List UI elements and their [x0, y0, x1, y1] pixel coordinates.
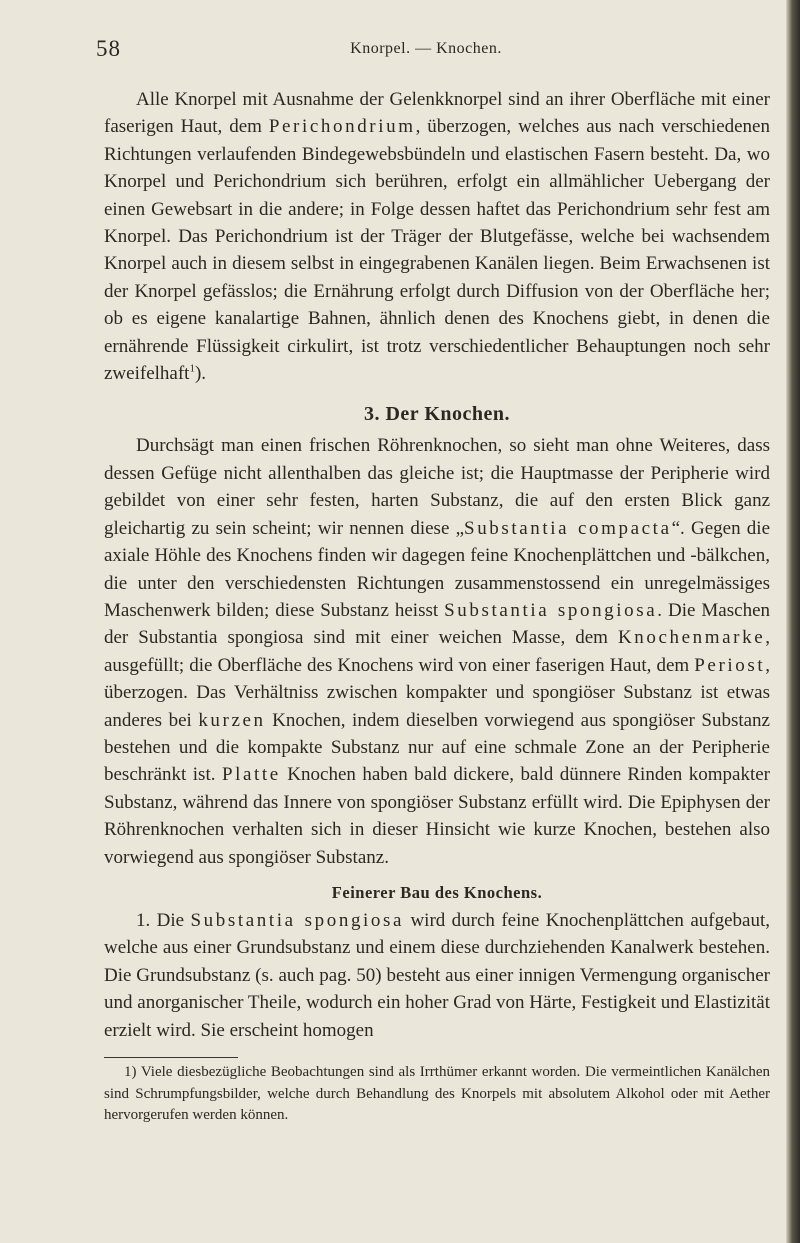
paragraph-perichondrium: Alle Knorpel mit Ausnahme der Gelenkknorpel sind an ihrer Oberfläche mit einer faserigen Haut, dem Perichondrium, überzogen, welches aus nach verschiedenen Richtungen verlaufenden Bindegewebsbündeln und elastischen Fasern besteht. Da, wo Knorpel und Perichondrium sich berühren, erfolgt ein allmählicher Uebergang der einen Gewebsart in die andere; in Folge dessen haftet das Perichondrium sehr fest am Knorpel. Das Perichondrium ist der Träger der Blutgefässe, welche bei wachsendem Knorpel auch in diesem selbst in eingegrabenen Kanälen liegen. Beim Erwachsenen ist der Knorpel gefässlos; die Ernährung erfolgt durch Diffusion von der Oberfläche her; ob es eigene kanalartige Bahnen, ähnlich denen des Knochens giebt, in denen die ernährende Flüssigkeit cirkulirt, ist trotz verschiedentlicher Behauptungen noch sehr zweifelhaft$^1$). [104, 89, 770, 385]
term-knochenmarke: Knochenmarke [617, 627, 766, 649]
footnote [104, 1062, 770, 1127]
page-header [96, 36, 756, 66]
paragraph-knochen: Durchsägt man einen frischen Röhrenknochen, so sieht man ohne Weiteres, dass dessen Gefüge nicht allenthalben das gleiche ist; die Hauptmasse der Peripherie wird gebildet von einer sehr festen, harten Substanz, die auf den ersten Blick ganz gleichartig zu sein scheint; wir nennen diese „Substantia compacta“. Gegen die axiale Höhle des Knochens finden wir dagegen feine Knochenplättchen und -bälkchen, die unter den verschiedensten Richtungen zusammenstossend ein unregelmässiges Maschenwerk bilden; diese Substanz heisst Substantia spongiosa. Die Maschen der Substantia spongiosa sind mit einer weichen Masse, dem Knochenmarke, ausgefüllt; die Oberfläche des Knochens wird von einer faserigen Haut, dem Periost, überzogen. Das Verhältniss zwischen kompakter und spongiöser Substanz ist etwas anderes bei kurzen Knochen, indem dieselben vorwiegend aus spongiöser Substanz bestehen und die kompakte Substanz nur auf eine schmale Zone an der Peripherie beschränkt ist. Platte Knochen haben bald dickere, bald dünnere Rinden kompakter Substanz, während das Innere von spongiöser Substanz erfüllt wird. Die Epiphysen der Röhrenknochen verhalten sich in dieser Hinsicht wie kurze Knochen, bestehen also vorwiegend aus spongiöser Substanz. [104, 435, 771, 868]
term-perichondrium: Perichondrium [268, 116, 416, 138]
term-periost: Periost [694, 654, 766, 676]
book-spine-edge [786, 0, 800, 1243]
page-body [104, 86, 770, 1127]
footnote-divider [104, 1057, 238, 1058]
subsection-heading: Feinerer Bau des Knochens. [331, 882, 543, 902]
page-number: 58 [96, 36, 121, 61]
term-substantia-compacta: Substantia compacta [464, 517, 672, 539]
term-substantia-spongiosa: Substantia spongiosa [444, 599, 658, 621]
footnote-text: ) Viele diesbezügliche Beobachtungen sind als Irrthümer erkannt worden. Die vermeintlichen Kanälchen sind Schrumpfungsbilder, welche durch Behandlung des Knorpels mit absolutem Alkohol oder mit Aether hervorgerufen werden können. [104, 1064, 770, 1123]
term-platte: Platte [221, 764, 281, 786]
term-kurzen: kurzen [198, 709, 266, 731]
term-substantia-spongiosa-2: Substantia spongiosa [190, 909, 405, 931]
paragraph-feinerer-bau: 1. Die Substantia spongiosa wird durch feine Knochenplättchen aufgebaut, welche aus einer Grundsubstanz und einem diese durchziehenden Kanalwerk bestehen. Die Grundsubstanz (s. auch pag. 50) besteht aus einer innigen Vermengung organischer und anorganischer Theile, wodurch ein hoher Grad von Härte, Festigkeit und Elastizität erzielt wird. Sie erscheint homogen [104, 909, 770, 1041]
footnote-reference[interactable]: 1 [189, 362, 195, 375]
running-title: Knorpel. — Knochen. [350, 40, 502, 57]
footnote-mark: 1 [124, 1064, 132, 1080]
section-heading: 3. Der Knochen. [363, 403, 510, 426]
